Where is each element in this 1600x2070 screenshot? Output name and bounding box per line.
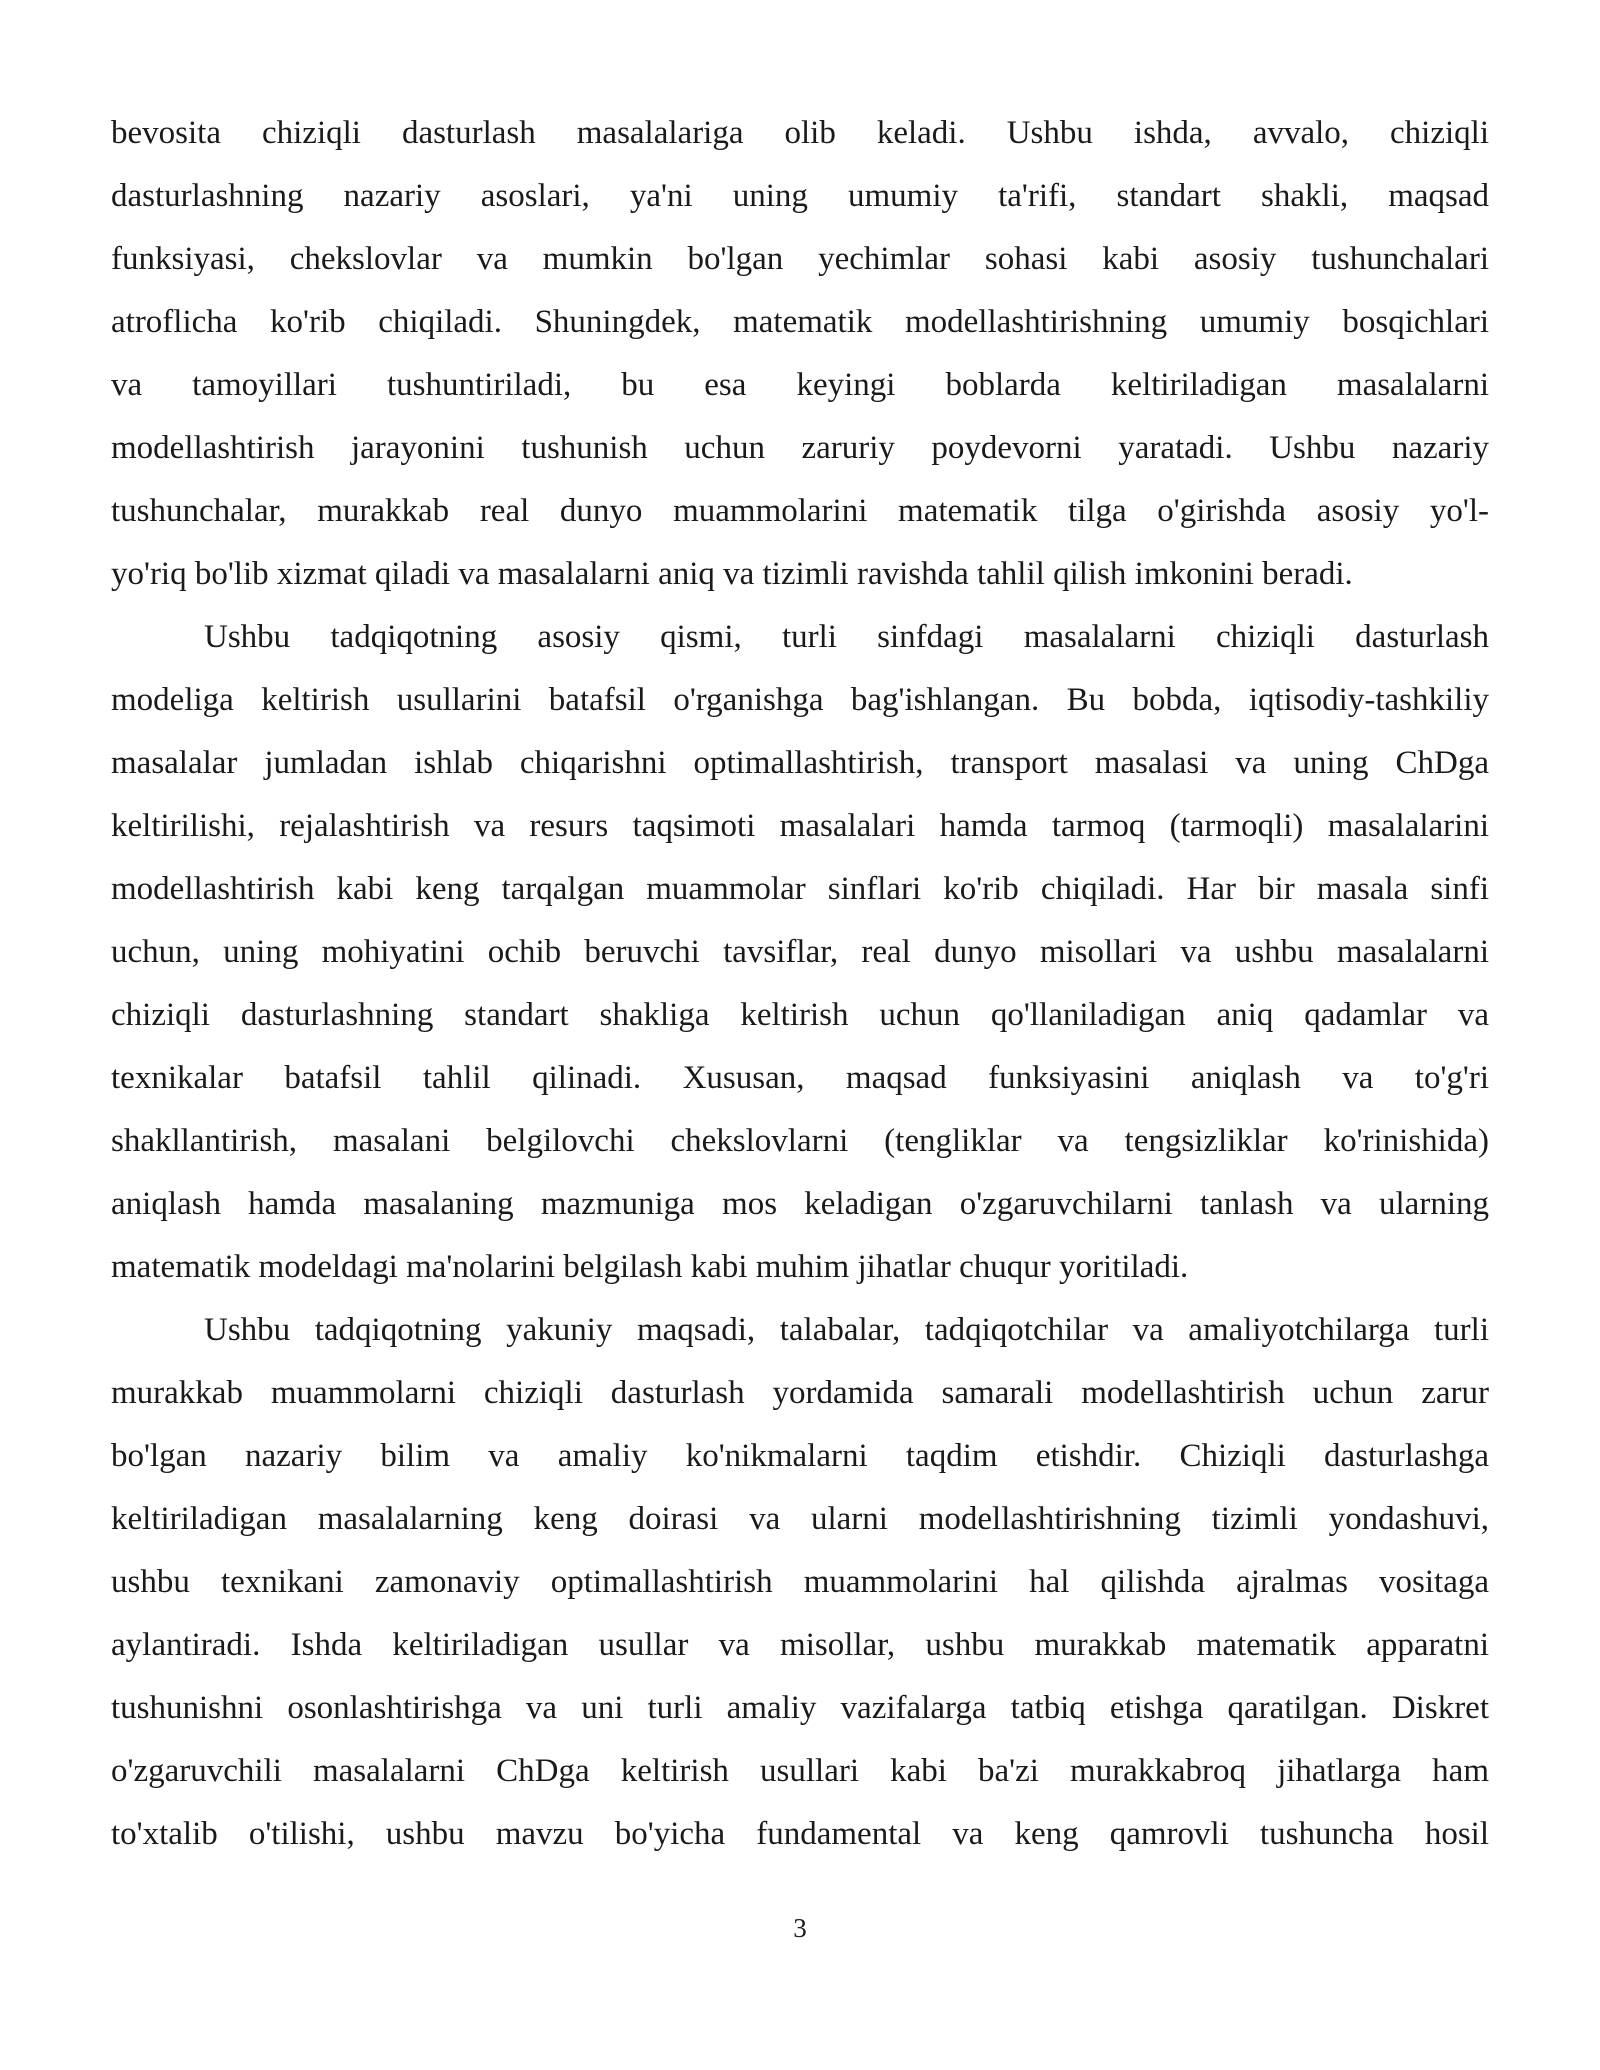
text-line: tushunchalar, murakkab real dunyo muammolarini matematik tilga o'girishda asosiy yo'l- [111,493,1489,529]
text-line: va tamoyillari tushuntiriladi, bu esa keyingi boblarda keltiriladigan masalalarni [111,367,1489,403]
text-line: aniqlash hamda masalaning mazmuniga mos keladigan o'zgaruvchilarni tanlash va ularning [111,1186,1489,1222]
text-line: chiziqli dasturlashning standart shakliga keltirish uchun qo'llaniladigan aniq qadamlar va [111,997,1489,1033]
paragraph [111,606,1489,1299]
paragraph [111,102,1489,606]
text-line: bo'lgan nazariy bilim va amaliy ko'nikmalarni taqdim etishdir. Chiziqli dasturlashga [111,1438,1489,1474]
text-line: matematik modeldagi ma'nolarini belgilash kabi muhim jihatlar chuqur yoritiladi. [111,1249,1189,1285]
text-line: funksiyasi, chekslovlar va mumkin bo'lgan yechimlar sohasi kabi asosiy tushunchalari [111,241,1489,277]
text-line: aylantiradi. Ishda keltiriladigan usullar va misollar, ushbu murakkab matematik apparatni [111,1627,1489,1663]
text-line: tushunishni osonlashtirishga va uni turli amaliy vazifalarga tatbiq etishga qaratilgan. Diskret [111,1690,1489,1726]
text-line: Ushbu tadqiqotning asosiy qismi, turli sinfdagi masalalarni chiziqli dasturlash [204,619,1489,655]
text-line: bevosita chiziqli dasturlash masalalariga olib keladi. Ushbu ishda, avvalo, chiziqli [111,115,1489,151]
text-line: uchun, uning mohiyatini ochib beruvchi tavsiflar, real dunyo misollari va ushbu masalalarni [111,934,1489,970]
text-line: modellashtirish kabi keng tarqalgan muammolar sinflari ko'rib chiqiladi. Har bir masala sinfi [111,871,1489,907]
text-line: keltiriladigan masalalarning keng doirasi va ularni modellashtirishning tizimli yondashuvi, [111,1501,1489,1537]
text-line: keltirilishi, rejalashtirish va resurs taqsimoti masalalari hamda tarmoq (tarmoqli) masalalarini [111,808,1489,844]
text-line: dasturlashning nazariy asoslari, ya'ni uning umumiy ta'rifi, standart shakli, maqsad [111,178,1489,214]
text-line: modeliga keltirish usullarini batafsil o'rganishga bag'ishlangan. Bu bobda, iqtisodiy-tashkiliy [111,682,1489,718]
text-line: yo'riq bo'lib xizmat qiladi va masalalarni aniq va tizimli ravishda tahlil qilish imkonini beradi. [111,556,1353,592]
text-line: atroflicha ko'rib chiqiladi. Shuningdek, matematik modellashtirishning umumiy bosqichlari [111,304,1489,340]
text-line: masalalar jumladan ishlab chiqarishni optimallashtirish, transport masalasi va uning ChDga [111,745,1489,781]
text-line: to'xtalib o'tilishi, ushbu mavzu bo'yicha fundamental va keng qamrovli tushuncha hosil [111,1816,1489,1852]
text-line: modellashtirish jarayonini tushunish uchun zaruriy poydevorni yaratadi. Ushbu nazariy [111,430,1489,466]
text-line: ushbu texnikani zamonaviy optimallashtirish muammolarini hal qilishda ajralmas vositaga [111,1564,1489,1600]
paragraph [111,1299,1489,1866]
text-line: shakllantirish, masalani belgilovchi chekslovlarni (tengliklar va tengsizliklar ko'rinishida) [111,1123,1489,1159]
text-body [111,102,1489,1866]
text-line: o'zgaruvchili masalalarni ChDga keltirish usullari kabi ba'zi murakkabroq jihatlarga ham [111,1753,1489,1789]
text-line: murakkab muammolarni chiziqli dasturlash yordamida samarali modellashtirish uchun zarur [111,1375,1489,1411]
text-line: texnikalar batafsil tahlil qilinadi. Xususan, maqsad funksiyasini aniqlash va to'g'ri [111,1060,1489,1096]
text-line: Ushbu tadqiqotning yakuniy maqsadi, talabalar, tadqiqotchilar va amaliyotchilarga turli [204,1312,1489,1348]
page-number: 3 [793,1913,807,1943]
